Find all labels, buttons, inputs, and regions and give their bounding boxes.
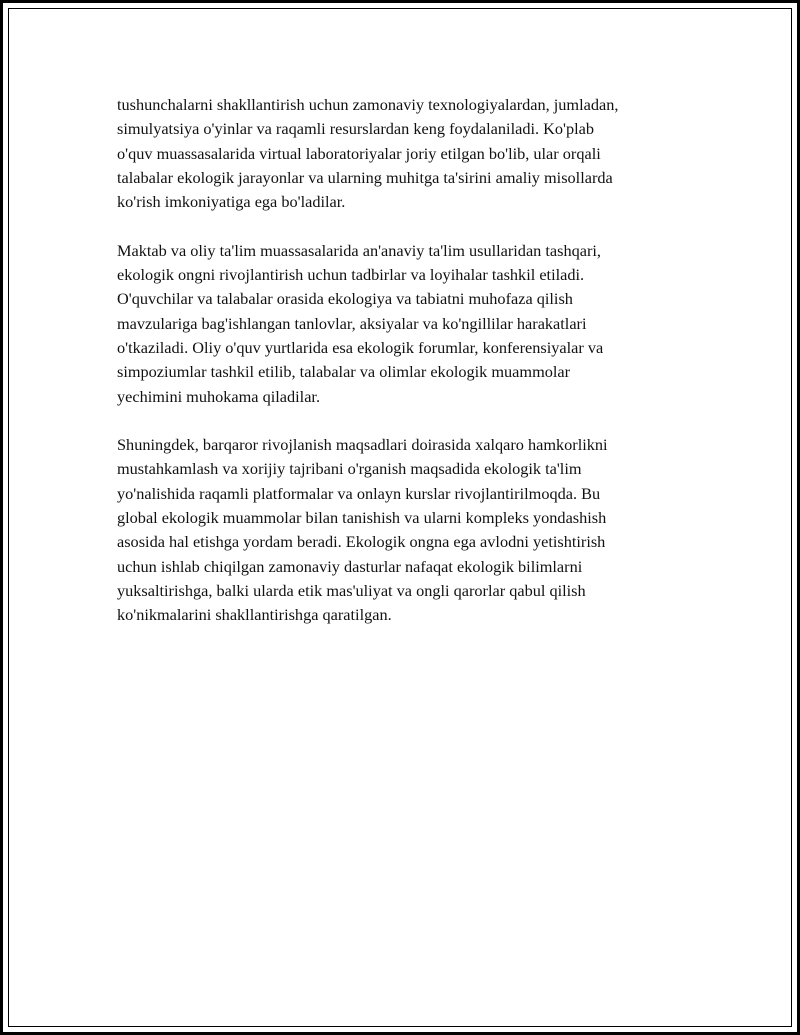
text-line: asosida hal etishga yordam beradi. Ekologik ongna ega avlodni yetishtirish: [117, 532, 606, 552]
text-line: o'tkaziladi. Oliy o'quv yurtlarida esa ekologik forumlar, konferensiyalar va: [117, 337, 604, 357]
paragraph-2: [117, 239, 697, 409]
text-line: O'quvchilar va talabalar orasida ekologiya va tabiatni muhofaza qilish: [117, 289, 573, 309]
text-line: ko'nikmalarini shakllantirishga qaratilgan.: [117, 605, 392, 625]
text-line: simpoziumlar tashkil etilib, talabalar va olimlar ekologik muammolar: [117, 362, 571, 382]
text-line: yechimini muhokama qiladilar.: [117, 386, 321, 406]
text-line: mavzulariga bag'ishlangan tanlovlar, aksiyalar va ko'ngillilar harakatlari: [117, 313, 587, 333]
text-line: Shuningdek, barqaror rivojlanish maqsadlari doirasida xalqaro hamkorlikni: [117, 435, 608, 455]
text-line: global ekologik muammolar bilan tanishish va ularni kompleks yondashish: [117, 508, 607, 528]
paragraph-3: [117, 433, 697, 627]
text-line: o'quv muassasalarida virtual laboratoriyalar joriy etilgan bo'lib, ular orqali: [117, 143, 601, 163]
text-line: Maktab va oliy ta'lim muassasalarida an'anaviy ta'lim usullaridan tashqari,: [117, 240, 601, 260]
text-line: yuksaltirishga, balki ularda etik mas'uliyat va ongli qarorlar qabul qilish: [117, 580, 586, 600]
text-line: ko'rish imkoniyatiga ega bo'ladilar.: [117, 192, 346, 212]
text-line: tushunchalarni shakllantirish uchun zamonaviy texnologiyalardan, jumladan,: [117, 95, 619, 114]
text-line: yo'nalishida raqamli platformalar va onlayn kurslar rivojlantirilmoqda. Bu: [117, 483, 601, 503]
text-line: simulyatsiya o'yinlar va raqamli resurslardan keng foydalaniladi. Ko'plab: [117, 119, 594, 139]
text-line: talabalar ekologik jarayonlar va ularning muhitga ta'sirini amaliy misollarda: [117, 167, 613, 187]
paragraph-1: [117, 93, 697, 214]
text-line: ekologik ongni rivojlantirish uchun tadbirlar va loyihalar tashkil etiladi.: [117, 265, 585, 285]
text-line: mustahkamlash va xorijiy tajribani o'rganish maqsadida ekologik ta'lim: [117, 459, 582, 479]
document-body: [117, 93, 697, 652]
text-line: uchun ishlab chiqilgan zamonaviy dasturlar nafaqat ekologik bilimlarni: [117, 556, 583, 576]
